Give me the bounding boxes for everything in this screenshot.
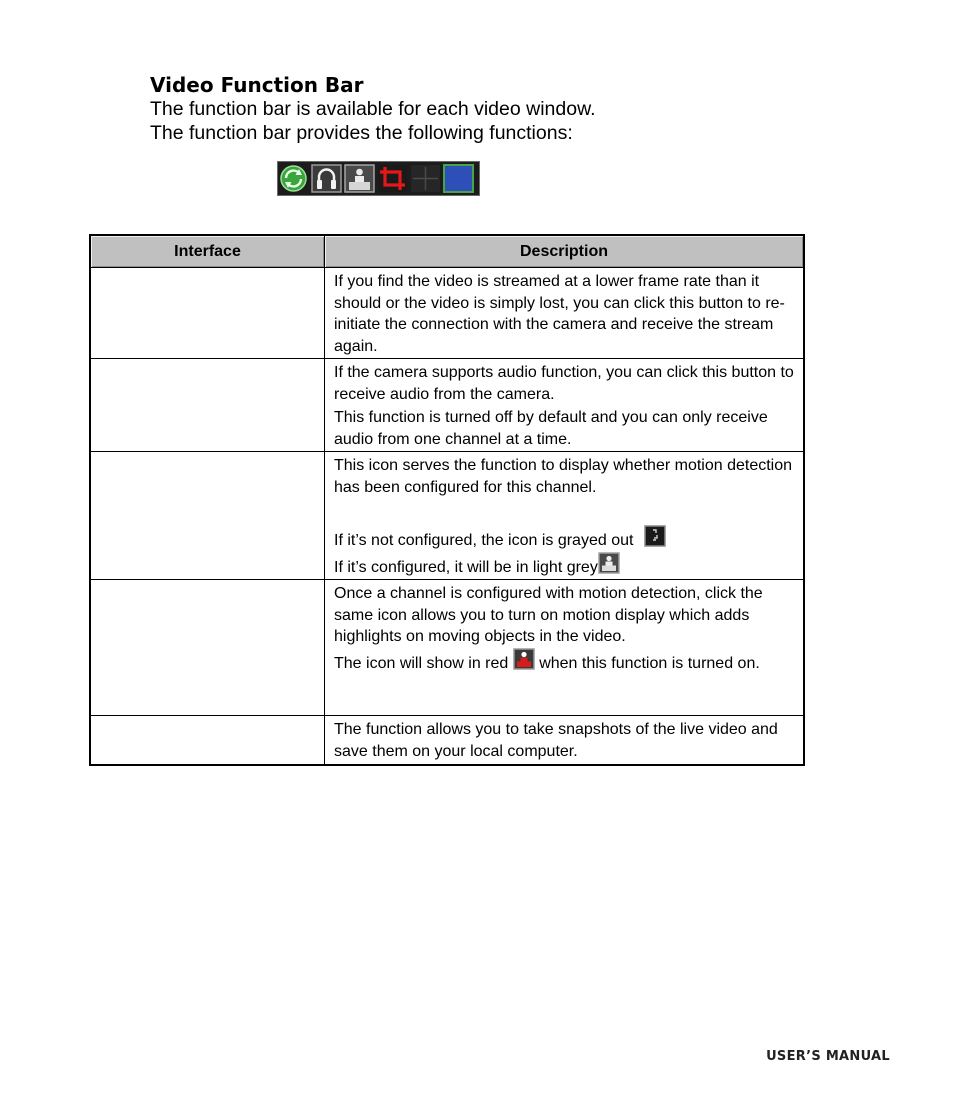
description-text: If it’s configured, it will be in light grey [334, 558, 598, 576]
intro-line-1: The function bar is available for each video window. [150, 98, 596, 120]
motion-light-grey-icon [598, 552, 620, 574]
function-table [89, 234, 805, 766]
description-text: Once a channel is configured with motion detection, click the same icon allows you to turn on motion display which adds highlights on moving objects in the video. [334, 585, 763, 645]
interface-cell [91, 359, 324, 451]
description-line-with-icon [334, 552, 795, 579]
page-title: Video Function Bar [150, 73, 364, 97]
motion-grayed-out-icon [644, 525, 666, 547]
footer-label: USER’S MANUAL [766, 1049, 890, 1064]
description-text: The icon will show in red [334, 654, 509, 672]
description-text: If the camera supports audio function, you can click this button to receive audio from the camera. [334, 364, 794, 403]
description-line-with-icon [334, 525, 795, 552]
grid-layout-icon[interactable] [410, 164, 441, 193]
table-row [91, 268, 803, 358]
refresh-icon[interactable] [278, 164, 309, 193]
column-header-interface: Interface [91, 236, 324, 267]
table-row [91, 716, 803, 764]
table-row [91, 452, 803, 579]
motion-person-icon[interactable] [344, 164, 375, 193]
description-text: The function allows you to take snapshots of the live video and save them on your local computer. [334, 721, 778, 760]
description-text: when this function is turned on. [539, 654, 760, 672]
table-row [91, 580, 803, 715]
description-cell [325, 359, 803, 451]
description-line-with-icon [334, 648, 795, 675]
interface-cell [91, 716, 324, 764]
description-text: If you find the video is streamed at a lower frame rate than it should or the video is simply lost, you can click this button to re-initiate the connection with the camera and receive the stream again. [334, 273, 785, 355]
description-text: If it’s not configured, the icon is grayed out [334, 532, 634, 549]
column-header-description: Description [325, 236, 803, 267]
video-function-bar [277, 161, 480, 196]
description-cell [325, 452, 803, 579]
description-text: This function is turned off by default and you can only receive audio from one channel at a time. [334, 409, 768, 448]
description-text: This icon serves the function to display whether motion detection has been configured for this channel. [334, 457, 793, 496]
table-header-row [91, 236, 803, 267]
interface-cell [91, 452, 324, 579]
snapshot-crop-icon[interactable] [377, 164, 408, 193]
description-cell [325, 580, 803, 715]
intro-line-2: The function bar provides the following functions: [150, 122, 573, 144]
table-row [91, 359, 803, 451]
headphones-icon[interactable] [311, 164, 342, 193]
description-cell [325, 268, 803, 358]
motion-red-icon [513, 648, 535, 670]
interface-cell [91, 580, 324, 715]
fullscreen-icon[interactable] [443, 164, 474, 193]
description-cell [325, 716, 803, 764]
interface-cell [91, 268, 324, 358]
